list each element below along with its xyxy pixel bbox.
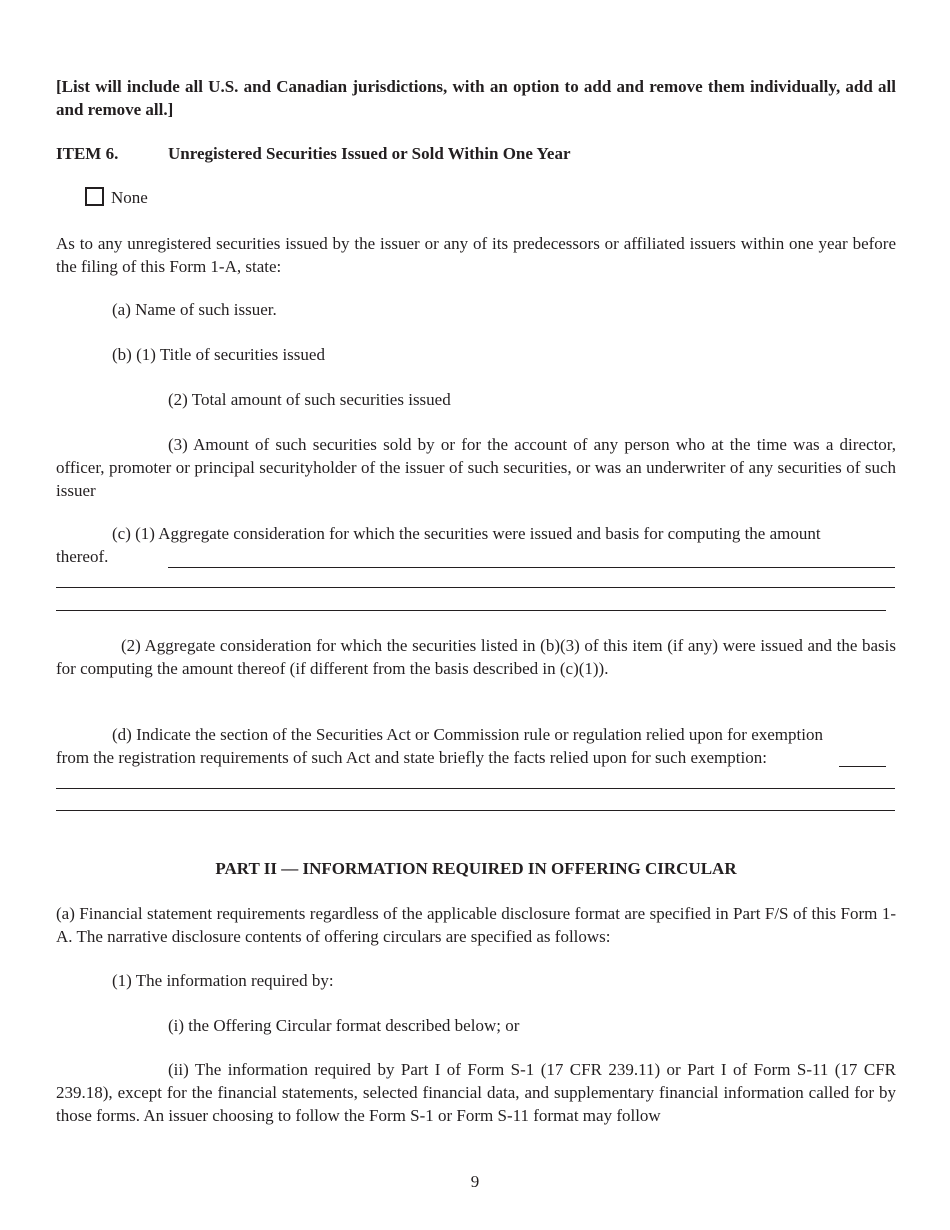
part2-heading: PART II — INFORMATION REQUIRED IN OFFERING CIRCULAR	[215, 859, 737, 878]
item6-heading	[56, 142, 896, 165]
d-answer-line-1[interactable]	[56, 788, 895, 789]
part2-1: (1) The information required by:	[112, 971, 334, 990]
none-checkbox[interactable]	[85, 187, 104, 206]
item6-a: (a) Name of such issuer.	[112, 300, 277, 319]
item6-b1: (b) (1) Title of securities issued	[112, 345, 325, 364]
part2-1-i: (i) the Offering Circular format described below; or	[168, 1016, 520, 1035]
c1-answer-line-3[interactable]	[56, 610, 886, 611]
item6-number: ITEM 6.	[56, 144, 119, 163]
d-answer-line-2[interactable]	[56, 810, 895, 811]
none-checkbox-label: None	[111, 188, 148, 207]
page-number: 9	[470, 1172, 480, 1191]
part2-a: (a) Financial statement requirements regardless of the applicable disclosure format are specified in Part F/S of this Form 1-A. The narrative disclosure contents of offering circulars are specified as follows:	[56, 904, 896, 946]
c1-answer-line-2[interactable]	[56, 587, 895, 588]
item6-c2: (2) Aggregate consideration for which the securities listed in (b)(3) of this item (if any) were issued and the basis for computing the amount thereof (if different from the basis described in (c)(1)).	[56, 636, 896, 678]
item6-intro: As to any unregistered securities issued by the issuer or any of its predecessors or affiliated issuers within one year before the filing of this Form 1-A, state:	[56, 234, 896, 276]
c1-answer-line-1[interactable]	[168, 567, 895, 568]
part2-1-ii: (ii) The information required by Part I of Form S-1 (17 CFR 239.11) or Part I of Form S-11 (17 CFR 239.18), except for the financial statements, selected financial data, and supplementary financial information called for by those forms. An issuer choosing to follow the Form S-1 or Form S-11 format may follow	[56, 1060, 896, 1125]
item6-d: (d) Indicate the section of the Securities Act or Commission rule or regulation relied upon for exemption from the registration requirements of such Act and state briefly the facts relied upon for such exemption:	[56, 725, 823, 767]
item6-b2: (2) Total amount of such securities issued	[168, 390, 451, 409]
item6-title: Unregistered Securities Issued or Sold Within One Year	[168, 144, 571, 163]
item6-b3: (3) Amount of such securities sold by or for the account of any person who at the time was a director, officer, promoter or principal securityholder of the issuer of such securities, or was an underwriter of any securities of such issuer	[56, 435, 896, 500]
d-answer-line-inline[interactable]	[839, 766, 886, 767]
item6-c1: (c) (1) Aggregate consideration for which the securities were issued and basis for computing the amount thereof.	[56, 524, 821, 566]
jurisdiction-list-note: [List will include all U.S. and Canadian jurisdictions, with an option to add and remove them individually, add all and remove all.]	[56, 77, 896, 119]
